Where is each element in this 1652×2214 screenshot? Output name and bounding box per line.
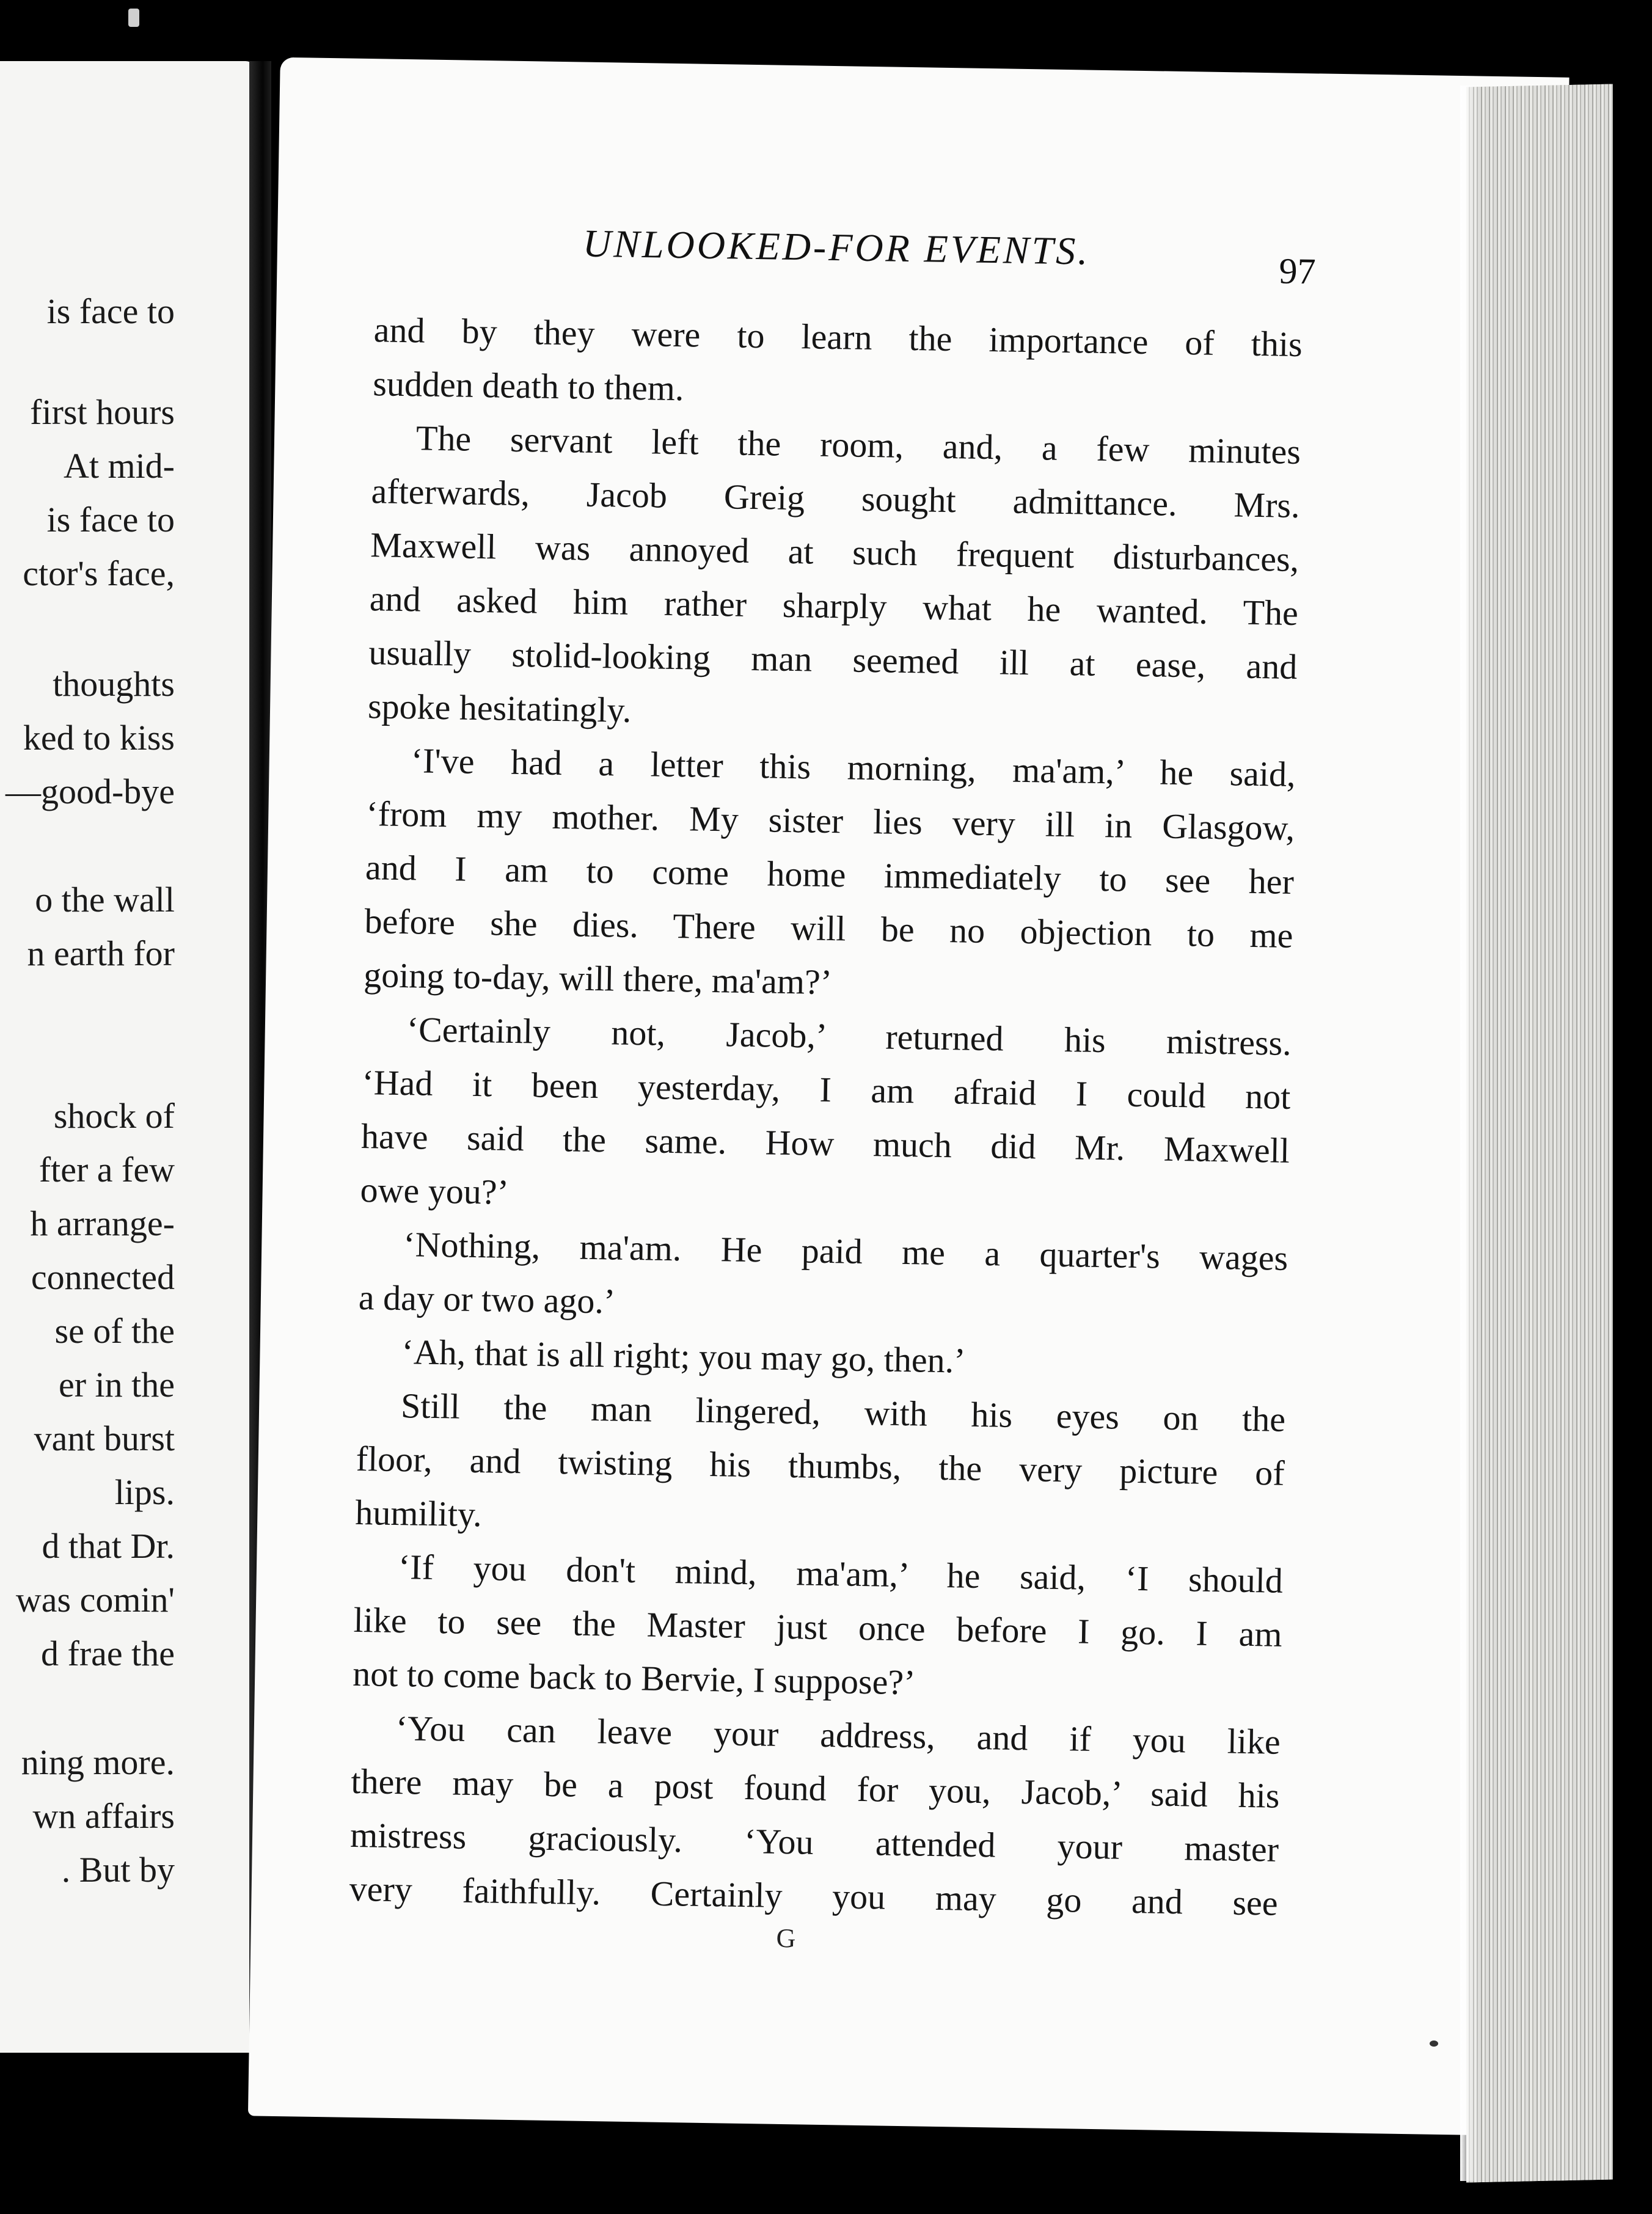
text-line: there may be a post found for you, Jacob,’ said his bbox=[351, 1761, 1280, 1816]
left-line: se of the bbox=[54, 1311, 175, 1351]
text-line: a day or two ago.’ bbox=[358, 1277, 616, 1321]
left-line: is face to bbox=[46, 291, 175, 331]
signature-mark: G bbox=[776, 1923, 796, 1954]
left-line: h arrange- bbox=[30, 1204, 175, 1243]
text-line: not to come back to Bervie, I suppose?’ bbox=[352, 1653, 916, 1703]
left-line: vant burst bbox=[34, 1419, 175, 1458]
left-line: d that Dr. bbox=[42, 1526, 175, 1566]
text-line: humility. bbox=[354, 1492, 483, 1535]
left-line: o the wall bbox=[35, 880, 175, 919]
left-line: d frae the bbox=[41, 1634, 175, 1673]
text-line: usually stolid-looking man seemed ill at ease, and bbox=[368, 632, 1298, 687]
left-line: first hours bbox=[30, 392, 175, 432]
text-line: floor, and twisting his thumbs, the very picture of bbox=[356, 1438, 1285, 1493]
text-line: ‘Had it been yesterday, I am afraid I could not bbox=[361, 1062, 1291, 1117]
left-line: er in the bbox=[58, 1365, 175, 1405]
text-line: ‘Certainly not, Jacob,’ returned his mistress. bbox=[406, 1009, 1292, 1063]
text-line: very faithfully. Certainly you may go and see bbox=[349, 1868, 1279, 1923]
scan-speck bbox=[1430, 2040, 1438, 2047]
text-line: sudden death to them. bbox=[372, 364, 684, 409]
left-line: n earth for bbox=[27, 933, 175, 973]
page-edge-shadow bbox=[1460, 86, 1478, 2181]
text-line: owe you?’ bbox=[360, 1170, 510, 1212]
text-line: have said the same. How much did Mr. Maxwell bbox=[360, 1116, 1290, 1171]
text-line: ‘Nothing, ma'am. He paid me a quarter's wages bbox=[403, 1224, 1288, 1278]
text-line: Still the man lingered, with his eyes on the bbox=[400, 1386, 1286, 1439]
text-line: spoke hesitatingly. bbox=[367, 686, 632, 730]
text-line: before she dies. There will be no objection to me bbox=[364, 901, 1293, 955]
left-line: ked to kiss bbox=[23, 718, 175, 758]
scan-speck bbox=[128, 9, 139, 27]
left-line: fter a few bbox=[38, 1150, 175, 1189]
text-line: going to-day, will there, ma'am?’ bbox=[363, 955, 833, 1003]
text-line: and asked him rather sharply what he wanted. The bbox=[369, 579, 1299, 633]
text-line: like to see the Master just once before I go. I am bbox=[353, 1599, 1282, 1654]
left-line: ning more. bbox=[21, 1742, 175, 1782]
body-text bbox=[349, 303, 1303, 1931]
text-line: mistress graciously. ‘You attended your master bbox=[349, 1814, 1279, 1869]
left-line: thoughts bbox=[53, 664, 175, 704]
left-line: was comin' bbox=[15, 1580, 175, 1620]
text-line: and by they were to learn the importance of this bbox=[373, 310, 1303, 365]
left-line: is face to bbox=[46, 500, 175, 539]
left-line: —good-bye bbox=[5, 772, 175, 811]
page-number: 97 bbox=[1279, 250, 1317, 292]
left-line: shock of bbox=[53, 1096, 175, 1136]
left-line: lips. bbox=[114, 1472, 175, 1512]
text-line: The servant left the room, and, a few minutes bbox=[415, 418, 1301, 472]
left-line: . But by bbox=[61, 1850, 175, 1890]
text-line: and I am to come home immediately to see her bbox=[365, 847, 1295, 902]
text-line: afterwards, Jacob Greig sought admittance. Mrs. bbox=[371, 471, 1301, 526]
left-line: wn affairs bbox=[32, 1796, 175, 1836]
running-head: UNLOOKED-FOR EVENTS. bbox=[582, 221, 1091, 273]
book-page-edge bbox=[1466, 84, 1613, 2182]
text-line: Maxwell was annoyed at such frequent disturbances, bbox=[370, 525, 1299, 580]
right-page bbox=[248, 57, 1570, 2136]
left-line: connected bbox=[31, 1257, 175, 1297]
text-line: ‘I've had a letter this morning, ma'am,’ he said, bbox=[411, 740, 1296, 794]
text-line: ‘If you don't mind, ma'am,’ he said, ‘I should bbox=[398, 1547, 1284, 1601]
left-page bbox=[0, 61, 257, 2053]
left-line: At mid- bbox=[63, 446, 175, 486]
text-line: ‘from my mother. My sister lies very ill in Glasgow, bbox=[365, 794, 1295, 848]
text-line: ‘Ah, that is all right; you may go, then.’ bbox=[401, 1332, 966, 1381]
left-line: ctor's face, bbox=[23, 554, 175, 593]
text-line: ‘You can leave your address, and if you like bbox=[395, 1708, 1281, 1762]
